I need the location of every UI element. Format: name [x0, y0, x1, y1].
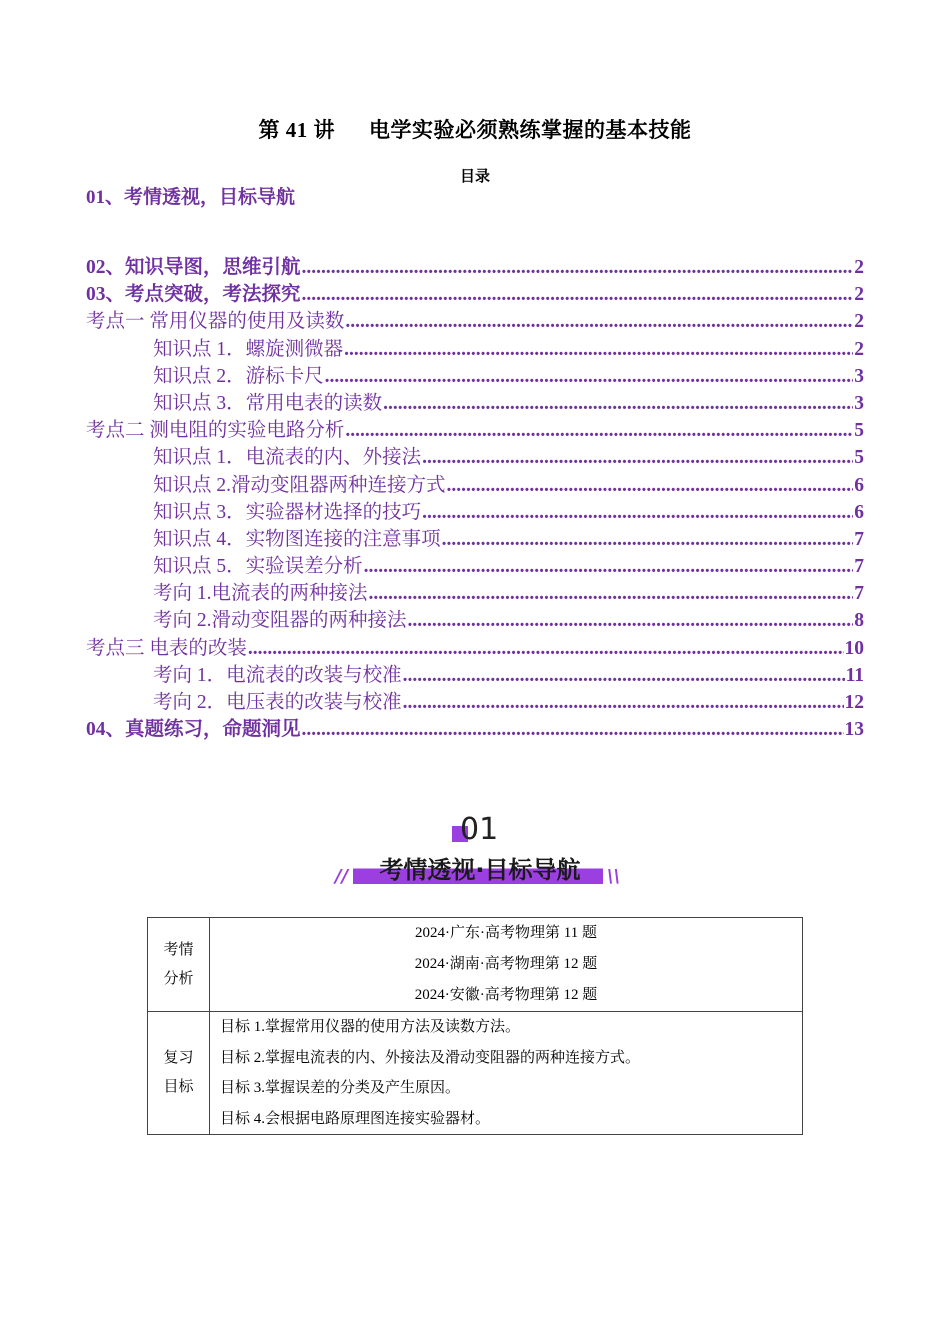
toc-entry-label: 03、考点突破，考法探究 [86, 284, 301, 306]
goal-item: 目标 3.掌握误差的分类及产生原因。 [220, 1080, 461, 1096]
toc-leader-dots [403, 692, 844, 713]
toc-leader-dots [408, 610, 854, 631]
section-banner [335, 812, 625, 892]
banner-number: 01 [460, 812, 499, 847]
banner-title: 考情透视·目标导航 [379, 856, 581, 884]
toc-entry-label: 考向 2．电压表的改装与校准 [153, 692, 402, 713]
toc-leader-dots [345, 420, 853, 441]
toc-leader-dots [344, 339, 853, 360]
toc-leader-dots [383, 393, 853, 414]
exam-item: 2024·湖南·高考物理第 12 题 [414, 956, 598, 972]
toc-page-number: 11 [845, 664, 864, 686]
toc-page-number: 5 [854, 447, 864, 469]
exam-item: 2024·广东·高考物理第 11 题 [415, 925, 597, 941]
toc-page-number: 12 [844, 692, 864, 713]
toc-entry-first[interactable]: 01、考情透视，目标导航 [86, 187, 296, 208]
toc-entry-label: 知识点 2．游标卡尺 [153, 365, 324, 387]
toc-leader-dots [364, 556, 854, 577]
goal-list [210, 1012, 803, 1135]
goal-item: 目标 1.掌握常用仪器的使用方法及读数方法。 [220, 1019, 521, 1035]
toc-entry[interactable] [86, 305, 864, 332]
row-label-analysis: 考情 分析 [148, 918, 210, 1012]
toc-leader-dots [325, 366, 854, 387]
toc-entry-label: 知识点 4．实物图连接的注意事项 [153, 528, 441, 550]
toc-leader-dots [369, 583, 854, 604]
toc-leader-dots [442, 529, 854, 550]
toc-entry-label: 知识点 1．电流表的内、外接法 [153, 447, 422, 469]
toc-entry[interactable] [86, 333, 864, 360]
table-row [148, 1012, 803, 1135]
toc-page-number: 2 [854, 257, 864, 278]
objectives-table [147, 917, 803, 1135]
toc-leader-dots [422, 447, 853, 468]
exam-list [210, 918, 803, 1012]
toc-leader-dots [302, 257, 854, 278]
toc-entry[interactable] [86, 686, 864, 713]
toc-entry-label: 考点一 常用仪器的使用及读数 [86, 311, 345, 333]
banner-slash-right: \\ [607, 866, 621, 887]
toc-leader-dots [302, 719, 844, 740]
toc-leader-dots [345, 311, 853, 332]
toc-entry-label: 考点三 电表的改装 [86, 637, 247, 659]
toc-entry[interactable] [86, 604, 864, 631]
toc-entry[interactable] [86, 441, 864, 468]
toc-entry[interactable] [86, 469, 864, 496]
toc-entry-label: 知识点 2.滑动变阻器两种连接方式 [153, 474, 446, 496]
exam-item: 2024·安徽·高考物理第 12 题 [414, 987, 598, 1003]
toc-entry[interactable] [86, 414, 864, 441]
banner-slash-left: // [335, 866, 349, 887]
row-label-goals: 复习 目标 [148, 1012, 210, 1135]
toc-leader-dots [403, 665, 845, 686]
toc-page-number: 7 [854, 556, 864, 578]
toc-entry-label: 04、真题练习，命题洞见 [86, 719, 301, 741]
toc-entry[interactable] [86, 713, 864, 740]
toc-entry[interactable] [86, 496, 864, 523]
toc-entry-label: 02、知识导图，思维引航 [86, 257, 301, 278]
toc-entry-label: 考向 1.电流表的两种接法 [153, 583, 368, 605]
toc-page-number: 3 [854, 365, 864, 387]
toc-page-number: 2 [854, 338, 864, 360]
toc-entry[interactable] [86, 632, 864, 659]
toc-entry[interactable] [86, 659, 864, 686]
toc-entry-label: 知识点 5．实验误差分析 [153, 556, 363, 578]
toc-page-number: 6 [854, 501, 864, 523]
toc-page-number: 2 [854, 311, 864, 333]
toc-page-number: 5 [854, 420, 864, 442]
toc-page-number: 3 [854, 392, 864, 414]
toc-page-number: 13 [844, 719, 864, 741]
toc-entry[interactable] [86, 550, 864, 577]
toc-leader-dots [447, 475, 854, 496]
toc-entry[interactable] [86, 577, 864, 604]
toc-entry-label: 知识点 3．实验器材选择的技巧 [153, 501, 422, 523]
toc-page-number: 7 [854, 583, 864, 605]
toc-entry-label: 考点二 测电阻的实验电路分析 [86, 420, 345, 442]
table-of-contents [86, 251, 864, 740]
lecture-topic: 电学实验必须熟练掌握的基本技能 [369, 118, 692, 142]
toc-entry-label: 知识点 1．螺旋测微器 [153, 338, 344, 360]
toc-page-number: 8 [854, 610, 864, 632]
toc-page-number: 2 [854, 284, 864, 306]
toc-entry-label: 考向 2.滑动变阻器的两种接法 [153, 610, 407, 632]
lecture-number: 第 41 讲 [258, 118, 335, 142]
goal-item: 目标 2.掌握电流表的内、外接法及滑动变阻器的两种连接方式。 [220, 1049, 641, 1066]
toc-leader-dots [302, 284, 854, 305]
toc-entry-label: 知识点 3．常用电表的读数 [153, 392, 383, 414]
toc-leader-dots [422, 502, 853, 523]
toc-page-number: 7 [854, 528, 864, 550]
toc-entry[interactable] [86, 387, 864, 414]
goal-item: 目标 4.会根据电路原理图连接实验器材。 [220, 1110, 491, 1127]
toc-entry[interactable] [86, 523, 864, 550]
toc-entry[interactable] [86, 251, 864, 278]
table-row [148, 918, 803, 1012]
toc-heading: 目录 [459, 169, 490, 185]
toc-page-number: 10 [844, 637, 864, 659]
toc-entry[interactable] [86, 360, 864, 387]
toc-entry-label: 考向 1．电流表的改装与校准 [153, 664, 402, 686]
toc-page-number: 6 [854, 474, 864, 496]
toc-entry[interactable] [86, 278, 864, 305]
toc-leader-dots [248, 638, 844, 659]
document-title [0, 114, 950, 144]
